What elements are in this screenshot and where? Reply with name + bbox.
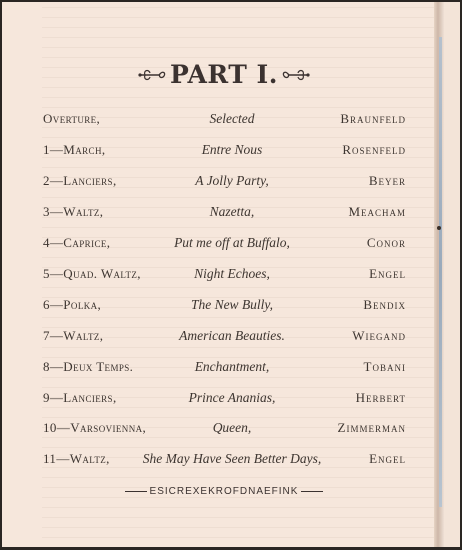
- selection-title: Enchantment,: [194, 359, 270, 374]
- selection-title: She May Have Seen Better Days,: [142, 451, 322, 466]
- selection-title: Queen,: [212, 420, 252, 435]
- piece-title: 4—Caprice,: [43, 235, 111, 250]
- program-row: [2, 111, 446, 131]
- composer-name: Meacham: [348, 204, 406, 219]
- selection-title: Night Echoes,: [194, 266, 270, 281]
- piece-title: Overture,: [43, 111, 101, 126]
- composer-name: Zimmerman: [337, 420, 406, 435]
- program-row: [2, 204, 446, 224]
- selection-title: Put me off at Buffalo,: [174, 235, 290, 250]
- selection-title: Selected: [209, 111, 255, 126]
- selection-title: A Jolly Party,: [195, 173, 269, 188]
- part-heading: [2, 58, 446, 89]
- composer-name: Conor: [366, 235, 406, 250]
- piece-title: 8—Deux Temps.: [43, 359, 134, 374]
- composer-name: Herbert: [355, 390, 406, 405]
- part-heading-text: PART I.: [170, 60, 278, 89]
- program-row: [2, 173, 446, 193]
- binding-strip: [439, 37, 442, 507]
- piece-title: 3—Waltz,: [43, 204, 104, 219]
- ink-spot: [437, 226, 441, 230]
- composer-name: Rosenfeld: [342, 142, 406, 157]
- composer-name: Bendix: [363, 297, 406, 312]
- footer-rule-left: [125, 491, 147, 492]
- page-edge: [444, 2, 460, 547]
- piece-title: 11—Waltz,: [43, 451, 110, 466]
- composer-name: Wiegand: [352, 328, 406, 343]
- piece-title: 6—Polka,: [43, 297, 102, 312]
- program-row: [2, 420, 446, 440]
- scroll-flourish-icon: [281, 67, 311, 83]
- program-row: [2, 142, 446, 162]
- selection-title: Prince Ananias,: [188, 390, 276, 405]
- piece-title: 1—March,: [43, 142, 106, 157]
- selection-title: American Beauties.: [179, 328, 285, 343]
- selection-title: The New Bully,: [190, 297, 274, 312]
- piece-title: 5—Quad. Waltz,: [43, 266, 141, 281]
- footer-line: [2, 486, 446, 497]
- piece-title: 10—Varsovienna,: [43, 420, 147, 435]
- composer-name: Engel: [369, 451, 406, 466]
- scroll-flourish-icon: [137, 67, 167, 83]
- piece-title: 7—Waltz,: [43, 328, 104, 343]
- selection-title: Entre Nous: [201, 142, 263, 157]
- composer-name: Braunfeld: [340, 111, 406, 126]
- selection-title: Nazetta,: [209, 204, 255, 219]
- piece-title: 2—Lanciers,: [43, 173, 117, 188]
- footer-text: ESICREXEKROFDNAEFINK: [149, 486, 299, 497]
- program-row: [2, 235, 446, 255]
- composer-name: Beyer: [368, 173, 406, 188]
- program-row: [2, 359, 446, 379]
- composer-name: Engel: [369, 266, 406, 281]
- program-page: [2, 2, 460, 547]
- program-row: [2, 390, 446, 410]
- composer-name: Tobani: [363, 359, 406, 374]
- footer-rule-right: [301, 491, 323, 492]
- program-row: [2, 266, 446, 286]
- program-row: [2, 328, 446, 348]
- program-row: [2, 297, 446, 317]
- piece-title: 9—Lanciers,: [43, 390, 117, 405]
- program-row: [2, 451, 446, 471]
